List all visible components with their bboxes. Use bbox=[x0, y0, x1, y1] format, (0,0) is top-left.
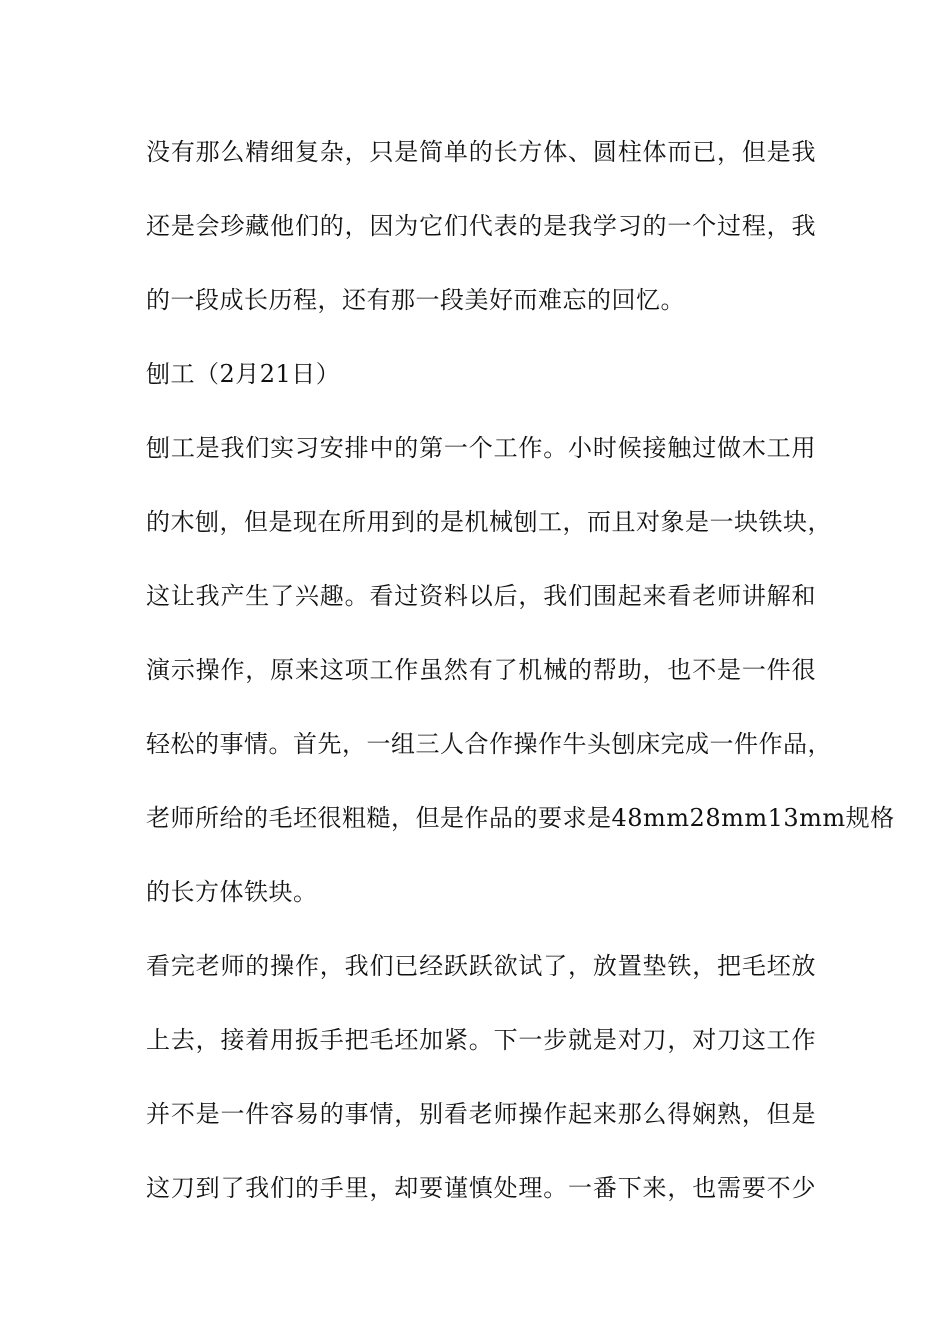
text-line: 这刀到了我们的手里，却要谨慎处理。一番下来，也需要不少 bbox=[146, 1174, 816, 1202]
section-heading: 刨工（2月21日） bbox=[146, 360, 341, 388]
text-line: 还是会珍藏他们的，因为它们代表的是我学习的一个过程，我 bbox=[146, 212, 816, 240]
text-line: 上去，接着用扳手把毛坯加紧。下一步就是对刀，对刀这工作 bbox=[146, 1026, 816, 1054]
text-line: 的长方体铁块。 bbox=[146, 878, 318, 906]
text-line: 演示操作，原来这项工作虽然有了机械的帮助，也不是一件很 bbox=[146, 656, 816, 684]
text-line: 的木刨，但是现在所用到的是机械刨工，而且对象是一块铁块， bbox=[146, 508, 832, 536]
text-line: 没有那么精细复杂，只是简单的长方体、圆柱体而已，但是我 bbox=[146, 138, 816, 166]
text-line: 刨工是我们实习安排中的第一个工作。小时候接触过做木工用 bbox=[146, 434, 816, 462]
text-line: 这让我产生了兴趣。看过资料以后，我们围起来看老师讲解和 bbox=[146, 582, 816, 610]
text-line: 的一段成长历程，还有那一段美好而难忘的回忆。 bbox=[146, 286, 685, 314]
text-line: 老师所给的毛坯很粗糙，但是作品的要求是48mm28mm13mm规格 bbox=[146, 804, 895, 832]
text-line: 轻松的事情。首先，一组三人合作操作牛头刨床完成一件作品， bbox=[146, 730, 832, 758]
text-line: 看完老师的操作，我们已经跃跃欲试了，放置垫铁，把毛坯放 bbox=[146, 952, 816, 980]
text-line: 并不是一件容易的事情，别看老师操作起来那么得娴熟，但是 bbox=[146, 1100, 816, 1128]
